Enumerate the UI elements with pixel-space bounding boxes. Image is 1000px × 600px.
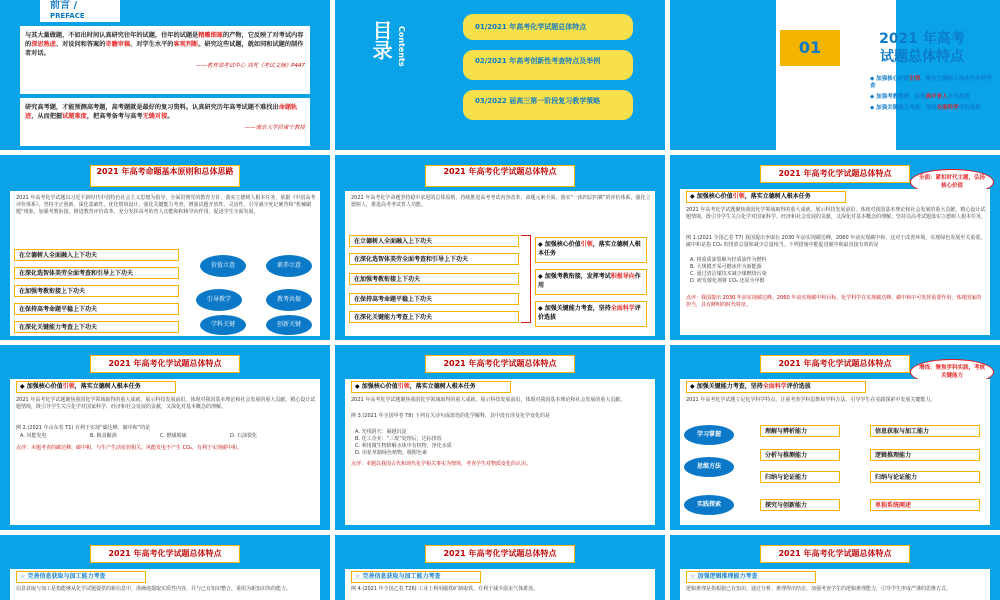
principles-intro: 2021 年高考化学试题以习近平新时代中国特色社会主义思想为指导，全面贯彻党的教育方针，落实立德树人根本任务，依据《中国高考评价体系》，坚持守正创新，深化基础性，优化情境设计，强化关键能力考查，增强试题开放性、灵活性，引导减少死记硬背和“机械刷题”现象，加强考教衔接，推进教育评价改革，充分发挥高考的育人功能和积极导向作用，促进学生全面发展。 <box>16 195 316 215</box>
badge: 增线：聚焦学科实践，考核关键能力 <box>910 359 994 385</box>
example-question: 例 3.(2021 年全国甲卷 T8) 下列有关诗句或谚语的化学解释，其中没有涉及化学变化的是 <box>351 413 550 419</box>
slide-banner: 2021 年高考命题基本原则和总体思路 <box>90 165 240 187</box>
slide-example-3[interactable] <box>335 345 665 530</box>
preface-quote-1: 与其大量做题，不如出时间认真研究往年的试题，往年的试题是精雕细琢的产物，它反映了对考试内容的深思熟虑、对设问和答案的奇瞻审稿、对学生水平的客观判断。研究这些试题，就如同和试题的制作者对话。 ——教育部考试中心 刘芃《考试文摘》P447 <box>20 26 310 94</box>
example-note: 点评：本题考查的碳达峰、碳中和，与生产生活密切相关。风能发电不产生 CO₂，有利于实现碳中和。 <box>16 445 243 451</box>
slide-info-example[interactable] <box>335 535 665 600</box>
contents-item-3[interactable]: 03/2022 届高三第一阶段复习教学策略 <box>463 90 633 120</box>
info-heading: ☆ 完善信息获取与加工能力考查 <box>351 571 481 583</box>
example-option: B. 大规模开采可燃冰作为新能源 <box>690 264 762 270</box>
contents-subtitle: Contents <box>397 26 406 67</box>
example-option: B. 粮食酿酒 <box>90 433 117 439</box>
section-bullet: ◆ 加强核心价值引领，落实立德树人根本任务的考查 <box>870 76 992 89</box>
slide-banner: 2021 年高考化学试题总体特点 <box>760 545 910 563</box>
slide-example-2[interactable] <box>0 345 330 530</box>
oval-label: 价值立意 <box>200 255 246 277</box>
slide-banner: 2021 年高考化学试题总体特点 <box>425 165 575 187</box>
principle-item: 在立德树人全面融入上下功夫 <box>14 249 179 261</box>
example-option: A. 风能发电 <box>20 433 47 439</box>
logic-body: 逻辑推理是指根据已有知识，通过分析、推理得出结论，加强考查学生的逻辑推理能力，引导学生形成严谨的思维方式。 <box>686 586 952 592</box>
section-white-block <box>776 0 896 150</box>
example-option: C. 通过清洁煤技术减少煤燃烧污染 <box>690 271 767 277</box>
oval-label: 引导教学 <box>196 289 242 311</box>
slide-info-ability[interactable] <box>0 535 330 600</box>
contents-item-1[interactable]: 01/2021 年高考化学试题总体特点 <box>463 14 633 40</box>
ability-mid-label: 理解与辨析能力 <box>760 425 840 437</box>
example-option: C. 利用微生物降解水体中有机物，净化水质 <box>355 443 452 449</box>
quote-source-1: ——教育部考试中心 刘芃《考试文摘》P447 <box>195 63 305 69</box>
ability-mid-label: 分析与推测能力 <box>760 449 840 461</box>
quote-source-2: ——南京大学段康宁教授 <box>244 125 305 131</box>
ability-right-label: 逻辑推理能力 <box>870 449 980 461</box>
example-option: C. 燃煤脱硫 <box>160 433 187 439</box>
feature-left-item: 在加强考教衔接上下功夫 <box>349 273 519 285</box>
preface-tab <box>40 0 120 22</box>
example-note: 点评：本题以我国古代和现代化学相关事实为情境，考查学生对物质变化的认识。 <box>351 461 532 467</box>
slide-principles[interactable] <box>0 155 330 340</box>
principle-item: 在深化关键能力考查上下功夫 <box>14 321 179 333</box>
slide-banner: 2021 年高考化学试题总体特点 <box>760 355 910 373</box>
core-value-heading: ◆ 加强核心价值引领，落实立德树人根本任务 <box>686 191 846 203</box>
principle-item: 在加强考教衔接上下功夫 <box>14 285 179 297</box>
core-value-body: 2021 年高考化学试题聚焦我国化学领域取得的重大成就，展示科技发展前沿，体现对我国基本理论和社会发展的重大贡献，精心设计试题情境，既引导学生关注化学对国家科学、经济和社会发展的贡献，又深化对基本概念的理解。坚持以高考试题落实立德树人根本任务。 <box>686 207 987 220</box>
example-question: 例 1.(2021 全国乙卷 T7) 我国提出争取在 2030 年前实现碳达峰，2060 年前实现碳中和，这对于改善环境，实现绿色发展至关重要。碳中和是指 CO₂ 的排放总量和减少总量相当。下列措施中能促进碳中和最直接有效的是 <box>686 235 986 248</box>
logic-heading: ☆ 加强逻辑推理能力考查 <box>686 571 816 583</box>
feature-left-item: 在保持高考命题平稳上下功夫 <box>349 293 519 305</box>
feature-right-item: ◆ 加强核心价值引领，落实立德树人根本任务 <box>535 237 647 263</box>
feature-right-item: ◆ 加强关键能力考查，坚持全面科学评价选拔 <box>535 301 647 327</box>
example-note: 点评：我国提出 2030 年前实现碳达峰、2060 年前实现碳中和目标，化学科学在实现碳达峰、碳中和中可发挥重要作用，体现国家的担当，具有鲜明的时代特征。 <box>686 295 982 308</box>
example-question: 例 2.(2021 年山东卷 T1) 有利于实现“碳达峰、碳中和”的是 <box>16 425 151 431</box>
section-title: 2021 年高考 试题总体特点 <box>879 31 965 65</box>
slide-preface[interactable] <box>0 0 330 150</box>
example-option: B. 化工企业：“三废”处理后，达标排放 <box>355 436 442 442</box>
example-heading: ◆ 加强核心价值引领，落实立德树人根本任务 <box>16 381 176 393</box>
ability-right-label: 单独系统阐述 <box>870 499 980 511</box>
contents-item-2[interactable]: 02/2021 年高考创新性考查特点及举例 <box>463 50 633 80</box>
example-option: D. 用花草制绿色植物，吸附色素 <box>355 450 428 456</box>
slide-banner: 2021 年高考化学试题总体特点 <box>90 355 240 373</box>
preface-subtitle: PREFACE <box>50 12 85 20</box>
oval-label: 素养立意 <box>266 255 312 277</box>
feature-left-item: 在深化选智体美劳全面考查和引导上下功夫 <box>349 253 519 265</box>
badge: 全面：紧扣时代主题，弘扬核心价值 <box>910 169 994 195</box>
principle-item: 在保持高考命题平稳上下功夫 <box>14 303 179 315</box>
oval-label: 创新关键 <box>266 315 312 335</box>
ability-right-label: 归纳与论证能力 <box>870 471 980 483</box>
feature-right-item: ◆ 加强考教衔接，发挥考试积极导向作用 <box>535 269 647 295</box>
contents-title: 目录 <box>369 20 393 60</box>
info-body: 例 4.(2021 年全国乙卷 T26) 工业上利用磁铁矿制取铁，有利于减少温室气体排放。 <box>351 586 539 592</box>
info-body: 信息获取与加工是指能够从化学试题提供的新信息中，准确地提取实质性内容，并与已有知识整合，重组为新知识块的能力。 <box>16 586 292 592</box>
slide-banner: 2021 年高考化学试题总体特点 <box>425 355 575 373</box>
example-option: D. 研发催化剂将 CO₂ 还原为甲醇 <box>690 278 765 284</box>
feature-left-item: 在立德树人全面融入上下功夫 <box>349 235 519 247</box>
oval-label: 教考共振 <box>266 289 312 311</box>
example-option: A. 将重质油裂解为轻质油作为燃料 <box>690 257 767 263</box>
preface-title: 前言 / <box>50 0 78 11</box>
ability-left-label: 实践探索 <box>684 495 734 515</box>
slide-banner: 2021 年高考化学试题总体特点 <box>760 165 910 183</box>
ability-heading: ◆ 加强关键能力考查，坚持全面科学评价选拔 <box>686 381 866 393</box>
slide-overall-features[interactable] <box>335 155 665 340</box>
ability-left-label: 学习掌握 <box>684 425 734 445</box>
feature-brace <box>521 235 531 323</box>
example-body: 2021 年高考化学试题聚焦我国化学领域取得的重大成就，展示科技发展前沿，体现对我国基本理论和社会发展的重大贡献，精心设计试题情境，既引导学生关注化学对国家科学、经济和社会发展的贡献，又深化对基本概念的理解。 <box>16 397 316 410</box>
preface-quote-2: 研究高考题，才能预测高考题，高考题就是最好的复习资料。认真研究历年高考试题不难找出命题轨迹，从而把握试题难度，把高考备考与高考无缝对接。 ——南京大学段康宁教授 <box>20 98 310 146</box>
oval-label: 学科关键 <box>200 315 246 335</box>
slide-section-01[interactable] <box>670 0 1000 150</box>
section-number: 01 <box>780 30 840 66</box>
ability-body: 2021 年高考化学试题立足化学科学特点，注重考查学科思维和学科方法，引导学生在实践探索中发展关键能力。 <box>686 397 936 403</box>
example-option: D. 石油裂化 <box>230 433 258 439</box>
feature-left-item: 在深化关键能力考查上下功夫 <box>349 311 519 323</box>
ability-left-label: 思维方法 <box>684 457 734 477</box>
ability-mid-label: 归纳与论证能力 <box>760 471 840 483</box>
ability-right-label: 信息获取与加工能力 <box>870 425 980 437</box>
ability-mid-label: 探究与创新能力 <box>760 499 840 511</box>
example-option: A. 光线阴天：凝越沉淀 <box>355 429 407 435</box>
slide-key-ability[interactable] <box>670 345 1000 530</box>
slide-core-value[interactable] <box>670 155 1000 340</box>
section-bullets <box>870 76 995 112</box>
features-intro: 2021 年高考化学命题坚持稳中求进的总体原则，持续推进高考考试内容改革，命题元素全面，落实“一体四层四翼”的评价体系，强化立德树人，推进高考考试育人功能。 <box>351 195 651 208</box>
section-bullet: ◆ 加强关键能力考查，坚持全面科学评价选拔 <box>870 105 981 111</box>
slide-contents[interactable] <box>335 0 665 150</box>
slide-banner: 2021 年高考化学试题总体特点 <box>90 545 240 563</box>
section-bullet: ◆ 加强考教衔接，促进高中育人方式改革 <box>870 94 970 100</box>
slide-logic-ability[interactable] <box>670 535 1000 600</box>
example-heading: ◆ 加强核心价值引领，落实立德树人根本任务 <box>351 381 511 393</box>
info-heading: ☆ 完善信息获取与加工能力考查 <box>16 571 146 583</box>
slide-banner: 2021 年高考化学试题总体特点 <box>425 545 575 563</box>
example-body: 2021 年高考化学试题聚焦我国化学领域取得的重大成就，展示科技发展前沿，体现对我国基本理论和社会发展的重大贡献。 <box>351 397 626 403</box>
principle-item: 在深化选智体美劳全面考查和引导上下功夫 <box>14 267 179 279</box>
